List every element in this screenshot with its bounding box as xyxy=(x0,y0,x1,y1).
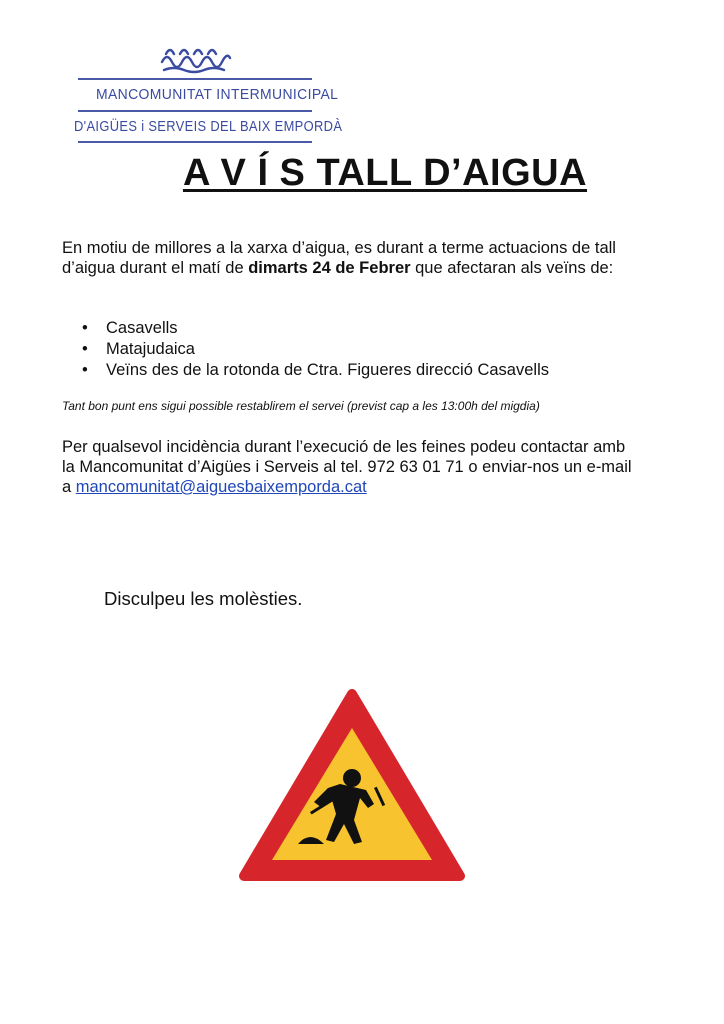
intro-text-start: En motiu de millores a la xarxa d’aigua, es durant a terme actuacions de tall d’aigua durant el matí de xyxy=(62,239,616,277)
logo-top-rule xyxy=(78,78,312,80)
logo-line-2: D'AIGÜES i SERVEIS DEL BAIX EMPORDÀ xyxy=(74,118,343,135)
intro-text-end: que afectaran als veïns de: xyxy=(410,259,614,277)
logo-line-1: MANCOMUNITAT INTERMUNICIPAL xyxy=(96,86,339,103)
intro-paragraph xyxy=(62,238,622,278)
contact-paragraph xyxy=(62,437,637,497)
organization-logo xyxy=(70,40,343,148)
list-item: • Casavells xyxy=(62,318,549,339)
notice-title: A V Í S TALL D’AIGUA xyxy=(182,152,588,194)
logo-bottom-rule xyxy=(78,141,312,143)
roadworks-sign-icon xyxy=(238,684,466,884)
list-item: • Veïns des de la rotonda de Ctra. Figueres direcció Casavells xyxy=(62,360,549,381)
contact-text: Per qualsevol incidència durant l’execució de les feines podeu contactar amb la Mancomunitat d’Aigües i Serveis al tel. 972 63 01 71 o enviar-nos un e-mail a xyxy=(62,438,632,496)
list-item: • Matajudaica xyxy=(62,339,549,360)
email-link[interactable]: mancomunitat@aiguesbaixemporda.cat xyxy=(75,478,367,496)
restore-note: Tant bon punt ens sigui possible restablirem el servei (previst cap a les 13:00h del migdia) xyxy=(62,399,540,413)
waves-logo-icon xyxy=(158,40,234,74)
apology-text: Disculpeu les molèsties. xyxy=(104,588,303,609)
affected-areas-list xyxy=(62,318,549,381)
outage-date: dimarts 24 de Febrer xyxy=(248,259,411,277)
logo-middle-rule xyxy=(78,110,312,112)
